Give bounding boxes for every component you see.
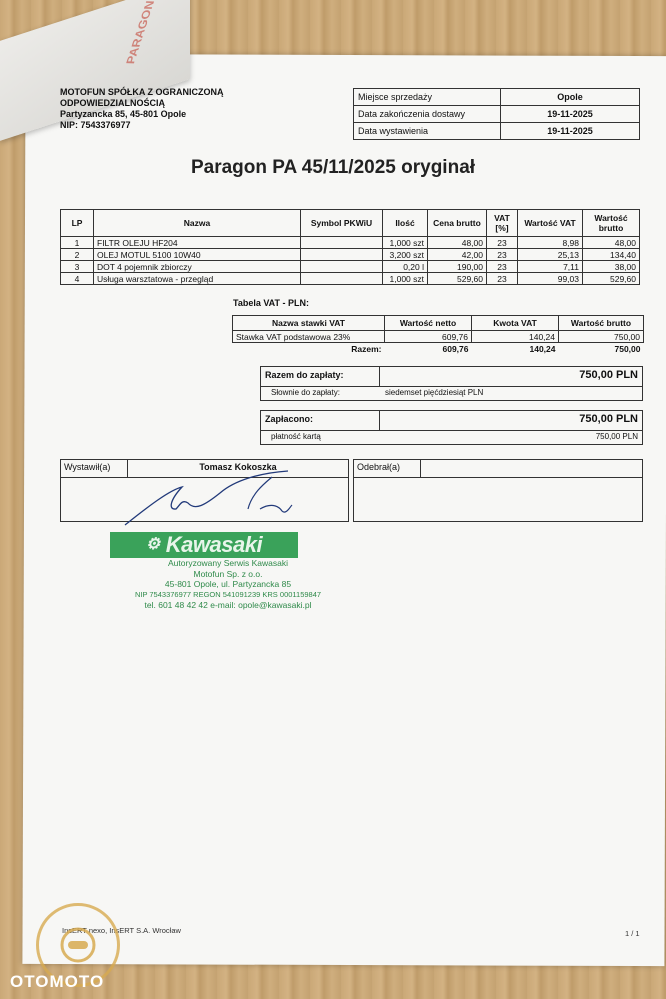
item-qty: 1,000 szt xyxy=(383,237,428,249)
meta-label: Miejsce sprzedaży xyxy=(354,89,501,106)
items-header-row xyxy=(61,210,640,237)
kawasaki-emblem-icon: ⚙ xyxy=(145,535,160,553)
seller-nip: NIP: 7543376977 xyxy=(60,120,131,130)
vat-header-row xyxy=(233,316,644,331)
meta-value: 19-11-2025 xyxy=(501,106,640,123)
kawasaki-logo xyxy=(110,532,298,558)
col-gross: Wartość brutto xyxy=(583,210,640,237)
item-qty: 1,000 szt xyxy=(383,273,428,285)
item-gross: 134,40 xyxy=(583,249,640,261)
kawasaki-brand: Kawasaki xyxy=(165,531,263,557)
vat-col-name: Nazwa stawki VAT xyxy=(233,316,385,331)
item-vat-value: 8,98 xyxy=(518,237,583,249)
meta-label: Data zakończenia dostawy xyxy=(354,106,501,123)
meta-row xyxy=(354,106,640,123)
receipt-slip: PARAGON xyxy=(0,0,190,141)
item-lp: 2 xyxy=(61,249,94,261)
paid-box xyxy=(260,410,643,445)
col-pkwiu: Symbol PKWiU xyxy=(301,210,383,237)
meta-value: Opole xyxy=(501,89,640,106)
item-qty: 0,20 l xyxy=(383,261,428,273)
item-vat-value: 7,11 xyxy=(518,261,583,273)
item-price: 48,00 xyxy=(428,237,487,249)
item-price: 42,00 xyxy=(428,249,487,261)
item-vat: 23 xyxy=(487,237,518,249)
vat-col-gross: Wartość brutto xyxy=(559,316,644,331)
meta-value: 19-11-2025 xyxy=(501,123,640,140)
col-price: Cena brutto xyxy=(428,210,487,237)
seller-name-line2: ODPOWIEDZIALNOŚCIĄ xyxy=(60,98,165,108)
col-name: Nazwa xyxy=(94,210,301,237)
amount-words-label: Słownie do zapłaty: xyxy=(271,388,340,397)
item-vat: 23 xyxy=(487,249,518,261)
vat-rate-net: 609,76 xyxy=(385,331,472,343)
vat-rate-vat: 140,24 xyxy=(472,331,559,343)
items-table xyxy=(60,209,640,285)
vat-col-vat: Kwota VAT xyxy=(472,316,559,331)
vat-col-net: Wartość netto xyxy=(385,316,472,331)
vat-sum-gross: 750,00 xyxy=(614,343,641,354)
vat-rate-gross: 750,00 xyxy=(559,331,644,343)
paid-value: 750,00 PLN xyxy=(579,413,638,425)
col-qty: Ilość xyxy=(383,210,428,237)
issued-by-label: Wystawił(a) xyxy=(61,460,128,477)
item-name: OLEJ MOTUL 5100 10W40 xyxy=(94,249,301,261)
payment-method-value: 750,00 PLN xyxy=(595,432,638,441)
stamp-line3: 45-801 Opole, ul. Partyzancka 85 xyxy=(164,579,292,589)
item-vat-value: 99,03 xyxy=(518,273,583,285)
vat-sum-row xyxy=(233,343,644,355)
table-row xyxy=(61,237,640,249)
footer-software: InsERT nexo, InsERT S.A. Wrocław xyxy=(62,926,181,935)
seller-block xyxy=(60,87,224,131)
item-name: Usługa warsztatowa - przegląd xyxy=(94,273,301,285)
item-vat: 23 xyxy=(487,273,518,285)
item-name: FILTR OLEJU HF204 xyxy=(94,237,301,249)
table-row xyxy=(233,331,644,343)
received-by-label: Odebrał(a) xyxy=(354,460,421,477)
item-price: 190,00 xyxy=(428,261,487,273)
item-lp: 3 xyxy=(61,261,94,273)
company-stamp xyxy=(108,532,348,611)
vat-sum-label: Razem: xyxy=(351,343,382,354)
item-pkwiu xyxy=(301,237,383,249)
footer-page-number: 1 / 1 xyxy=(625,929,640,938)
table-row xyxy=(61,273,640,285)
meta-row xyxy=(354,89,640,106)
item-gross: 48,00 xyxy=(583,237,640,249)
handwritten-signature xyxy=(120,465,295,530)
item-pkwiu xyxy=(301,273,383,285)
received-by-box xyxy=(353,459,643,522)
document-title: Paragon PA 45/11/2025 oryginał xyxy=(190,157,476,178)
vat-table xyxy=(232,315,644,354)
meta-label: Data wystawienia xyxy=(354,123,501,140)
amount-due-box xyxy=(260,366,643,401)
issued-by-name: Tomasz Kokoszka xyxy=(199,462,277,472)
amount-words-value: siedemset pięćdziesiąt PLN xyxy=(385,388,484,397)
table-row xyxy=(61,249,640,261)
item-gross: 529,60 xyxy=(583,273,640,285)
amount-due-label: Razem do zapłaty: xyxy=(261,367,380,386)
item-vat-value: 25,13 xyxy=(518,249,583,261)
seller-address: Partyzancka 85, 45-801 Opole xyxy=(60,109,187,119)
item-lp: 1 xyxy=(61,237,94,249)
stamp-line5: tel. 601 48 42 42 e-mail: opole@kawasaki.pl xyxy=(144,600,312,610)
meta-row xyxy=(354,123,640,140)
item-name: DOT 4 pojemnik zbiorczy xyxy=(94,261,301,273)
seller-name-line1: MOTOFUN SPÓŁKA Z OGRANICZONĄ xyxy=(60,87,224,97)
vat-rate-name: Stawka VAT podstawowa 23% xyxy=(233,331,385,343)
table-row xyxy=(61,261,640,273)
amount-due-value: 750,00 PLN xyxy=(579,369,638,381)
vat-sum-vat: 140,24 xyxy=(529,343,556,354)
item-pkwiu xyxy=(301,261,383,273)
otomoto-watermark: OTOMOTO xyxy=(10,972,105,991)
stamp-line2: Motofun Sp. z o.o. xyxy=(193,568,263,579)
col-lp: LP xyxy=(61,210,94,237)
vat-table-title: Tabela VAT - PLN: xyxy=(233,298,310,308)
stamp-line1: Autoryzowany Serwis Kawasaki xyxy=(168,558,288,568)
item-lp: 4 xyxy=(61,273,94,285)
item-price: 529,60 xyxy=(428,273,487,285)
col-vat: VAT [%] xyxy=(487,210,518,237)
paid-label: Zapłacono: xyxy=(261,411,380,430)
item-qty: 3,200 szt xyxy=(383,249,428,261)
vat-sum-net: 609,76 xyxy=(442,343,469,354)
item-pkwiu xyxy=(301,249,383,261)
col-vat-value: Wartość VAT xyxy=(518,210,583,237)
item-gross: 38,00 xyxy=(583,261,640,273)
payment-method-label: płatność kartą xyxy=(271,432,321,441)
meta-table xyxy=(353,88,640,140)
item-vat: 23 xyxy=(487,261,518,273)
stamp-line4: NIP 7543376977 REGON 541091239 KRS 0001159847 xyxy=(134,589,322,599)
